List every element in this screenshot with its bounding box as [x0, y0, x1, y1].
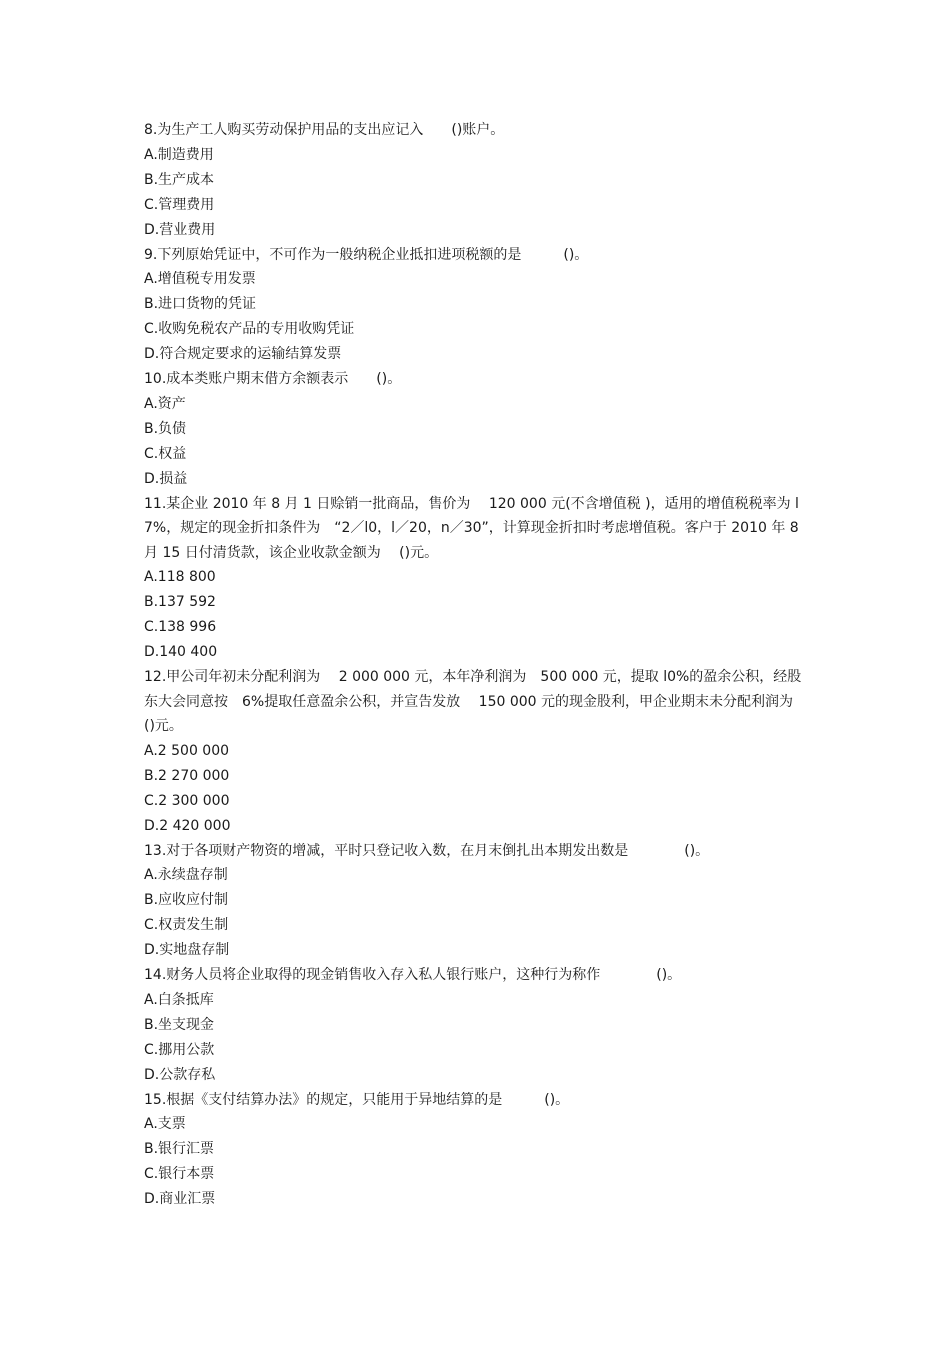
option-c: C.挪用公款 [144, 1041, 215, 1058]
question-8 [144, 118, 804, 243]
option-a: A.支票 [144, 1116, 186, 1132]
option-c: C.2 300 000 [144, 792, 230, 809]
option-a: A.118 800 [144, 569, 216, 585]
option-b: B.生产成本 [144, 171, 215, 188]
question-stem: 11.某企业 2010 年 8 月 1 日赊销一批商品，售价为 120 000 元(不含增值税 )，适用的增值税税率为 l7%，规定的现金折扣条件为 “2／l0，l／20，n／30”，计算现金折扣时考虑增值税。客户于 2010 年 8 月 15 日付清货款，该企业收款金额为 ()元。 [144, 495, 799, 561]
option-a: A.永续盘存制 [144, 867, 228, 883]
option-b: B.坐支现金 [144, 1016, 215, 1033]
option-d: D.实地盘存制 [144, 942, 230, 958]
option-b: B.负债 [144, 420, 187, 437]
question-stem: 12.甲公司年初未分配利润为 2 000 000 元，本年净利润为 500 000 元，提取 l0%的盈余公积，经股东大会同意按 6%提取任意盈余公积，并宣告发放 150 000 元的现金股利，甲企业期末未分配利润为 ()元。 [144, 669, 802, 734]
option-a: A.白条抵库 [144, 991, 214, 1008]
option-a: A.增值税专用发票 [144, 271, 256, 287]
option-c: C.收购免税农产品的专用收购凭证 [144, 321, 355, 337]
option-b: B.137 592 [144, 594, 216, 610]
option-a: A.2 500 000 [144, 742, 230, 759]
option-b: B.进口货物的凭证 [144, 296, 257, 312]
option-b: B.银行汇票 [144, 1141, 215, 1157]
question-15 [144, 1088, 804, 1213]
option-b: B.应收应付制 [144, 892, 229, 908]
option-d: D.商业汇票 [144, 1191, 216, 1207]
option-c: C.权益 [144, 445, 187, 462]
option-c: C.管理费用 [144, 196, 215, 213]
question-12 [144, 665, 804, 839]
question-stem: 13.对于各项财产物资的增减，平时只登记收入数，在月末倒扎出本期发出数是 ()。 [144, 842, 710, 859]
option-d: D.营业费用 [144, 221, 216, 238]
question-stem: 10.成本类账户期末借方余额表示 ()。 [144, 371, 402, 387]
question-13 [144, 839, 804, 964]
question-stem: 9.下列原始凭证中，不可作为一般纳税企业抵扣进项税额的是 ()。 [144, 246, 589, 263]
option-d: D.损益 [144, 470, 188, 487]
question-stem: 15.根据《支付结算办法》的规定，只能用于异地结算的是 ()。 [144, 1091, 570, 1108]
question-9 [144, 243, 804, 368]
option-c: C.银行本票 [144, 1166, 215, 1182]
option-c: C.权责发生制 [144, 917, 229, 933]
option-a: A.资产 [144, 395, 186, 412]
question-10 [144, 367, 804, 492]
option-d: D.公款存私 [144, 1066, 216, 1083]
option-b: B.2 270 000 [144, 767, 230, 784]
option-a: A.制造费用 [144, 146, 214, 163]
option-d: D.140 400 [144, 644, 218, 660]
question-stem: 14.财务人员将企业取得的现金销售收入存入私人银行账户，这种行为称作 ()。 [144, 967, 682, 983]
option-c: C.138 996 [144, 619, 217, 635]
question-stem: 8.为生产工人购买劳动保护用品的支出应记入 ()账户。 [144, 122, 505, 138]
question-14 [144, 963, 804, 1088]
option-d: D.符合规定要求的运输结算发票 [144, 346, 342, 362]
question-11 [144, 492, 804, 666]
option-d: D.2 420 000 [144, 817, 231, 834]
question-list [144, 118, 804, 1212]
